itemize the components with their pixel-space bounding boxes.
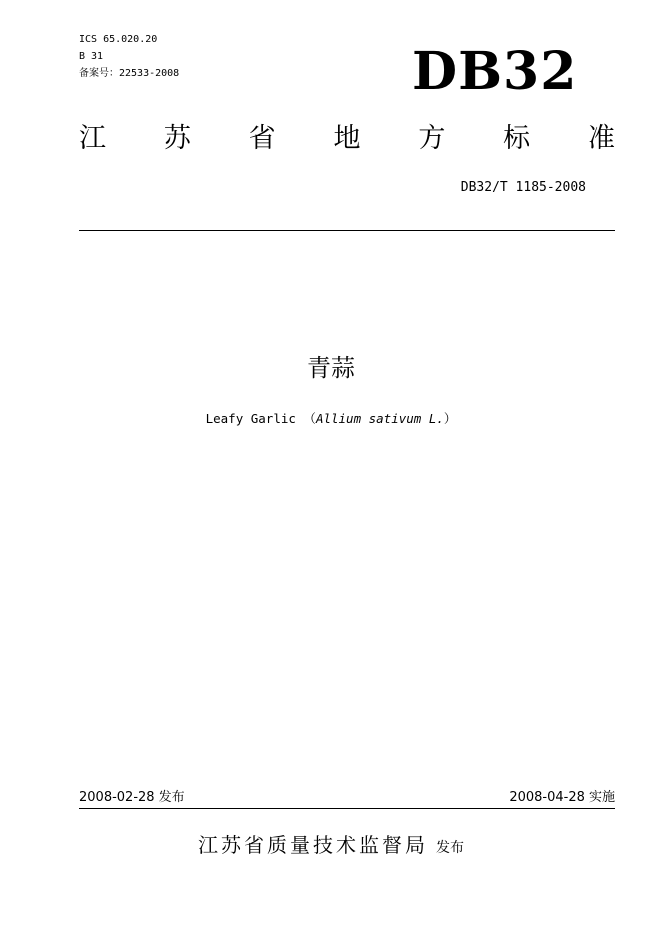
db-logo: DB32 [412, 41, 578, 102]
english-title-prefix: Leafy Garlic （ [205, 411, 316, 426]
publisher-suffix: 发布 [436, 840, 464, 856]
standard-type-char: 方 [418, 123, 446, 154]
standard-type-char: 标 [503, 123, 531, 154]
publisher-line [0, 831, 662, 862]
top-divider [79, 230, 615, 231]
standard-type-char: 地 [333, 123, 361, 154]
standard-type-char: 苏 [163, 123, 191, 154]
document-title-english [0, 411, 662, 427]
document-title-chinese: 青蒜 [307, 354, 355, 382]
ics-code: ICS 65.020.20 [79, 34, 158, 45]
bottom-divider [79, 808, 615, 809]
record-number: 备案号：22533-2008 [79, 68, 180, 79]
issue-date: 2008-02-28 发布 [79, 790, 185, 805]
implementation-date: 2008-04-28 实施 [509, 790, 615, 805]
latin-name: Allium sativum L. [315, 411, 444, 426]
standard-type-char: 省 [248, 123, 276, 154]
english-title-suffix: ） [443, 411, 457, 426]
standard-type-char: 准 [587, 123, 615, 154]
standard-type-char: 江 [79, 123, 106, 154]
standard-type-title [79, 122, 615, 156]
publisher-name: 江苏省质量技术监督局 [198, 833, 428, 857]
ccs-code: B 31 [79, 51, 104, 62]
standard-number: DB32/T 1185-2008 [460, 180, 586, 195]
